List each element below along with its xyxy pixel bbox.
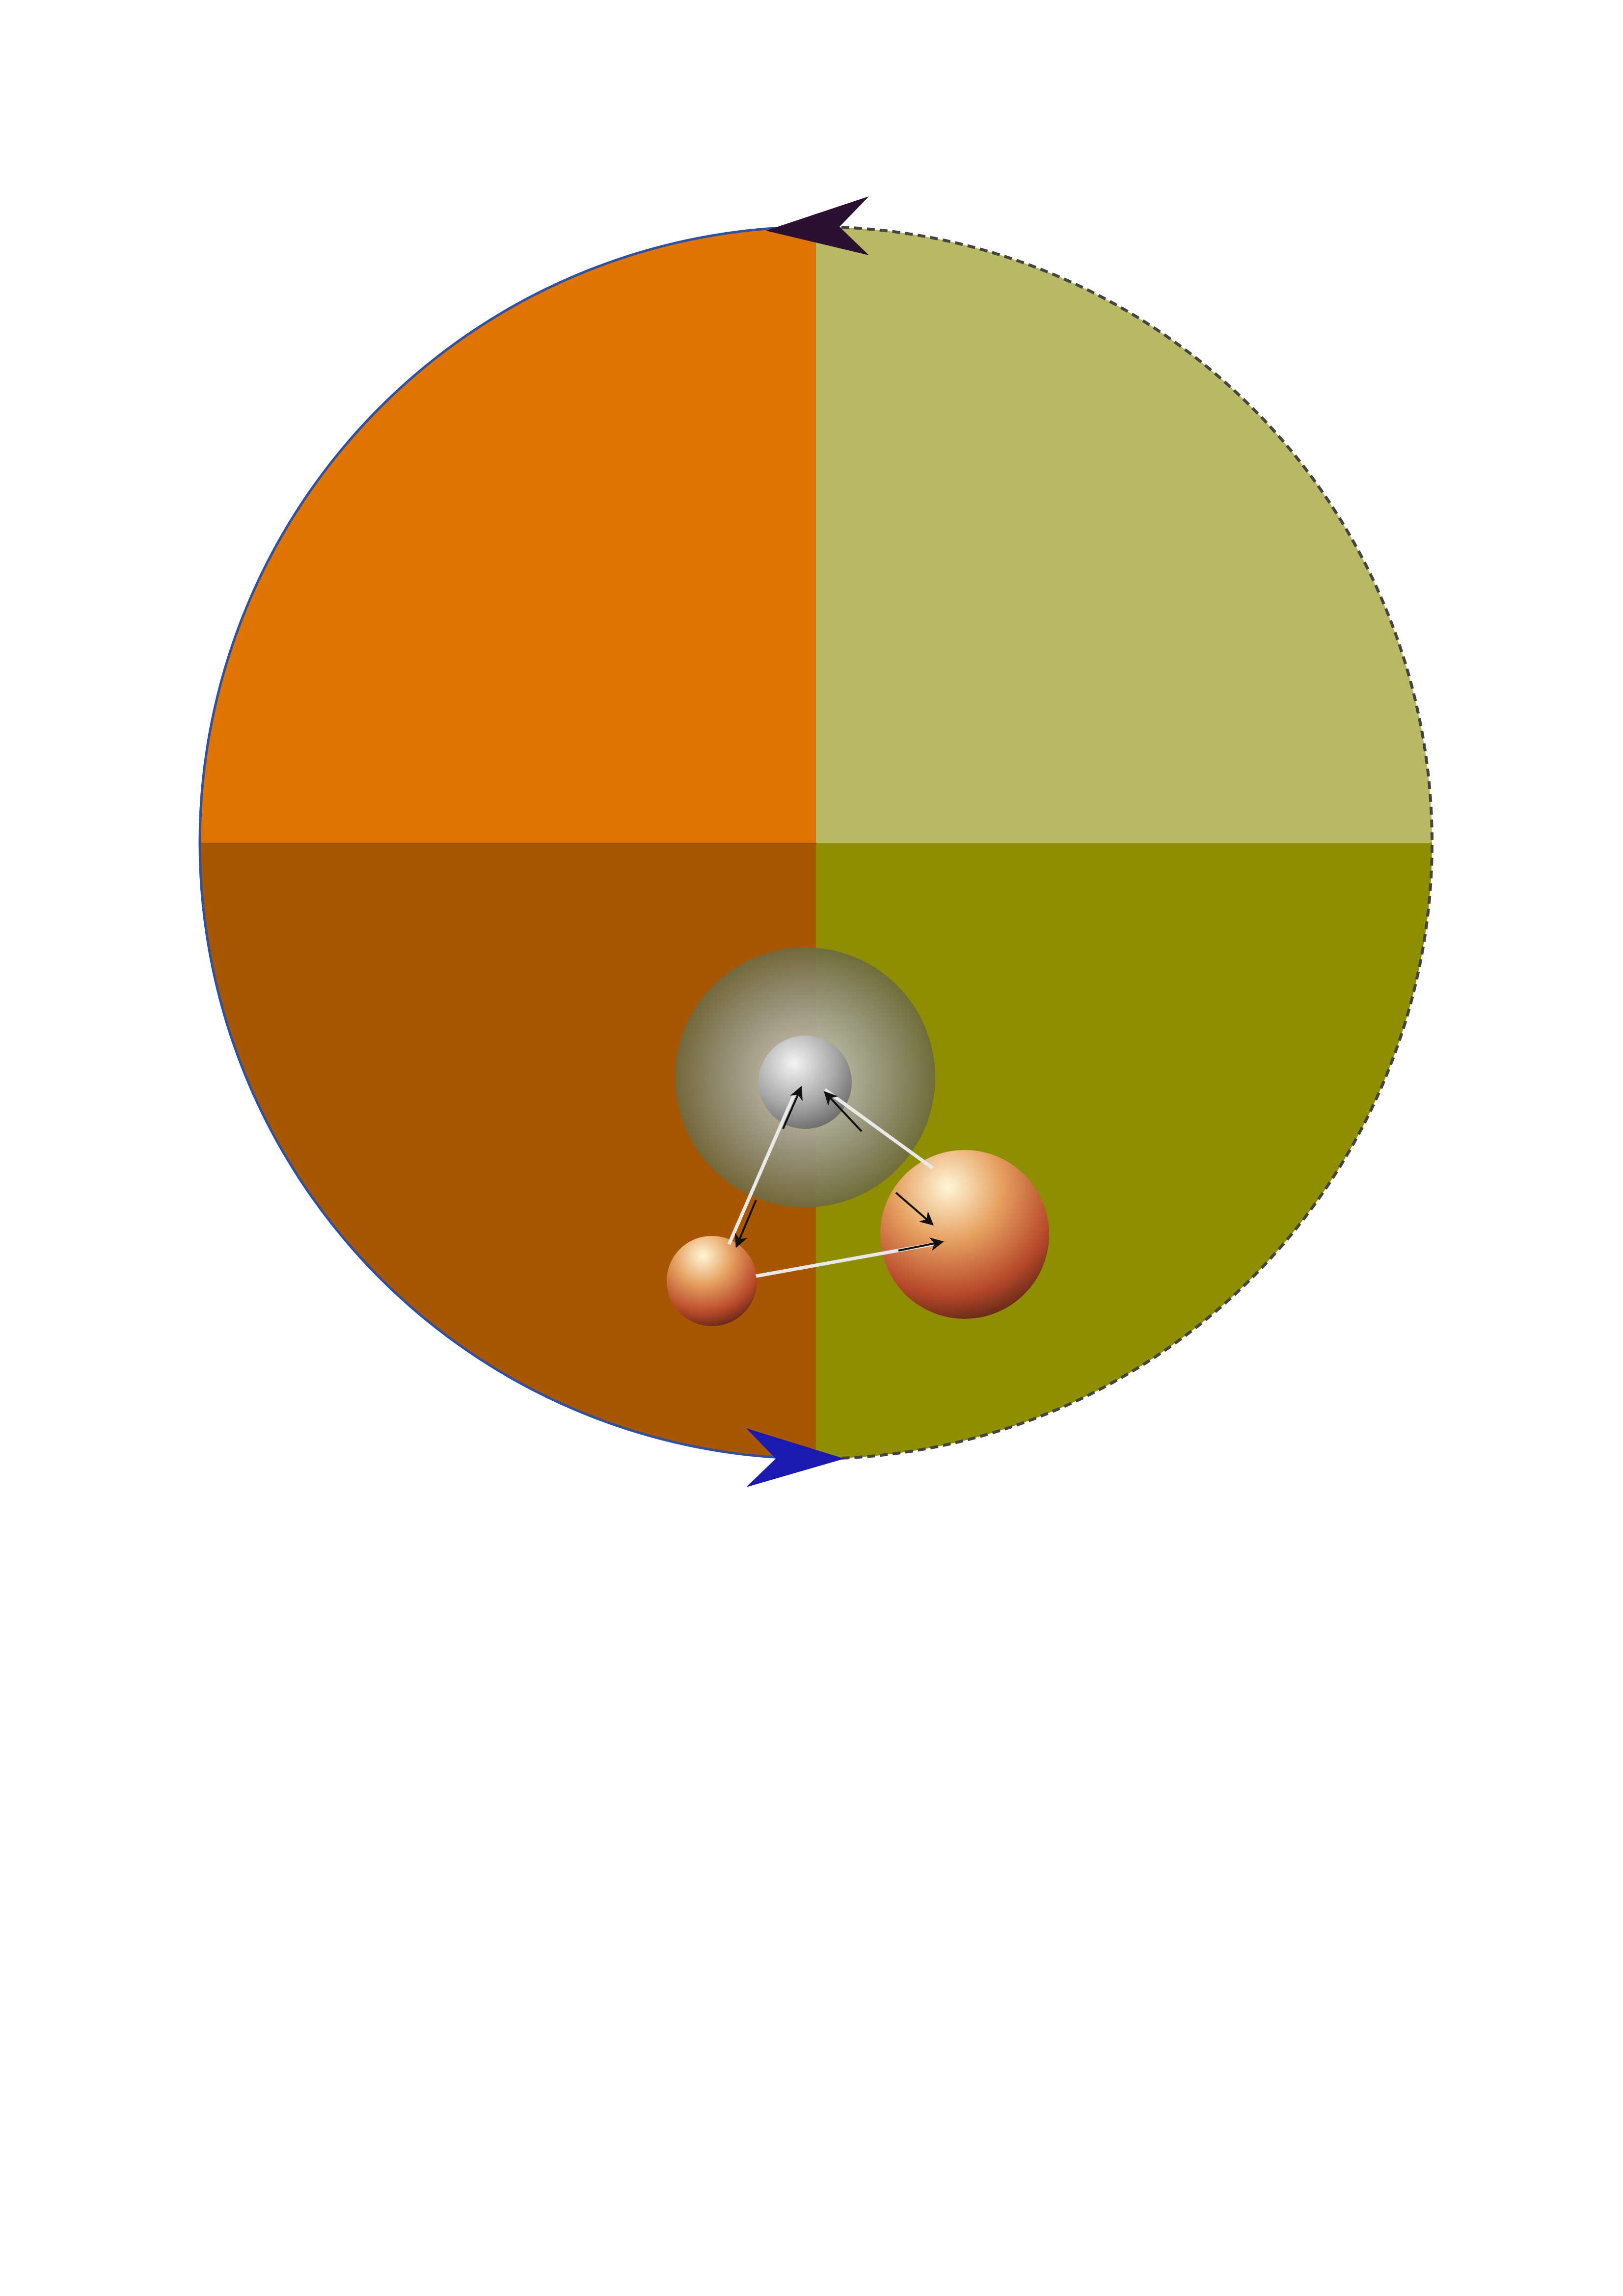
pic-maunoir-sphere: [667, 1236, 757, 1326]
notes-section: [191, 1526, 1438, 1546]
quadrant-4: [816, 226, 1434, 843]
quadrant-1: [196, 226, 816, 843]
pic-lesseps-sphere: [880, 1150, 1049, 1319]
mission-sphere: [758, 1036, 852, 1129]
